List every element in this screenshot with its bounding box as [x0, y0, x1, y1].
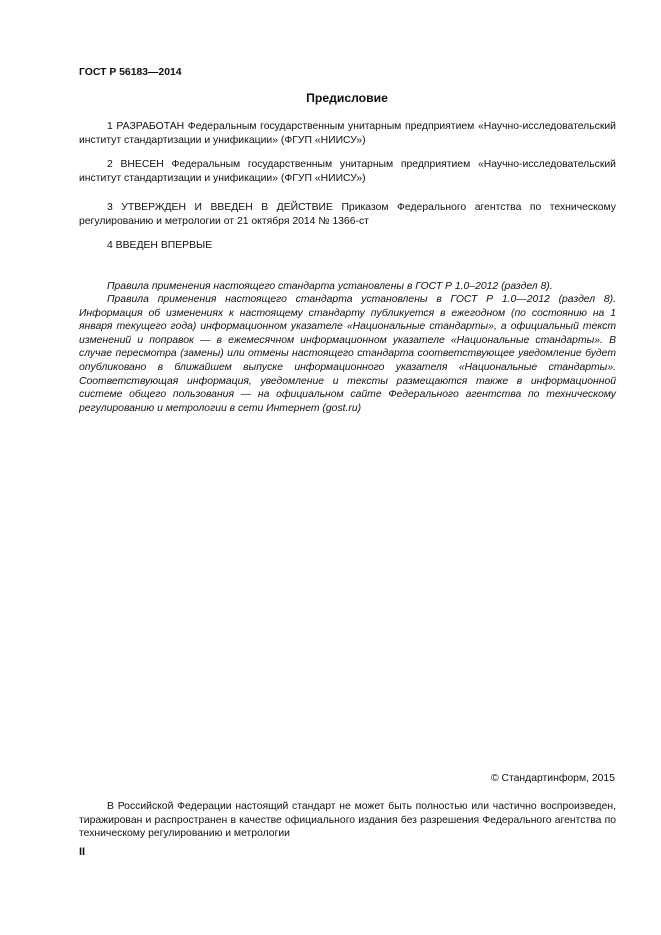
- notice-short: Правила применения настоящего стандарта установлены в ГОСТ Р 1.0–2012 (раздел 8).: [107, 281, 553, 292]
- copyright: © Стандартинформ, 2015: [490, 773, 615, 784]
- notice-full: Правила применения настоящего стандарта установлены в ГОСТ Р 1.0—2012 (раздел 8). Информация об изменениях к настоящему стандарту публикуется в ежегодном (по состоянию на 1 января текущего года) информационном указателе «Национальные стандарты», а официальный текст изменений и поправок — в ежемесячном информационном указателе «Национальные стандарты». В случае пересмотра (замены) или отмены настоящего стандарта соответствующее уведомление будет опубликовано в ближайшем выпуске информационного указателя «Национальные стандарты». Соответствующая информация, уведомление и тексты размещаются также в информационной системе общего пользования — на официальном сайте Федерального агентства по техническому регулированию и метрологии в сети Интернет (gost.ru): [79, 294, 616, 414]
- page-title: Предисловие: [306, 91, 388, 105]
- foreword-item-3: 3 УТВЕРЖДЕН И ВВЕДЕН В ДЕЙСТВИЕ Приказом Федерального агентства по техническому регулированию и метрологии от 21 октября 2014 № 1366-ст: [79, 202, 616, 227]
- standard-code: ГОСТ Р 56183—2014: [79, 67, 182, 78]
- foreword-item-4: 4 ВВЕДЕН ВПЕРВЫЕ: [107, 240, 213, 251]
- page-number: II: [79, 846, 86, 858]
- foreword-item-2: 2 ВНЕСЕН Федеральным государственным унитарным предприятием «Научно-исследовательский институт стандартизации и унификации» (ФГУП «НИИСУ»): [79, 159, 616, 184]
- foreword-item-1: 1 РАЗРАБОТАН Федеральным государственным унитарным предприятием «Научно-исследовательский институт стандартизации и унификации» (ФГУП «НИИСУ»): [79, 121, 616, 146]
- reproduction-notice: В Российской Федерации настоящий стандарт не может быть полностью или частично воспроизведен, тиражирован и распространен в качестве официального издания без разрешения Федерального агентства по техническому регулированию и метрологии: [79, 801, 616, 840]
